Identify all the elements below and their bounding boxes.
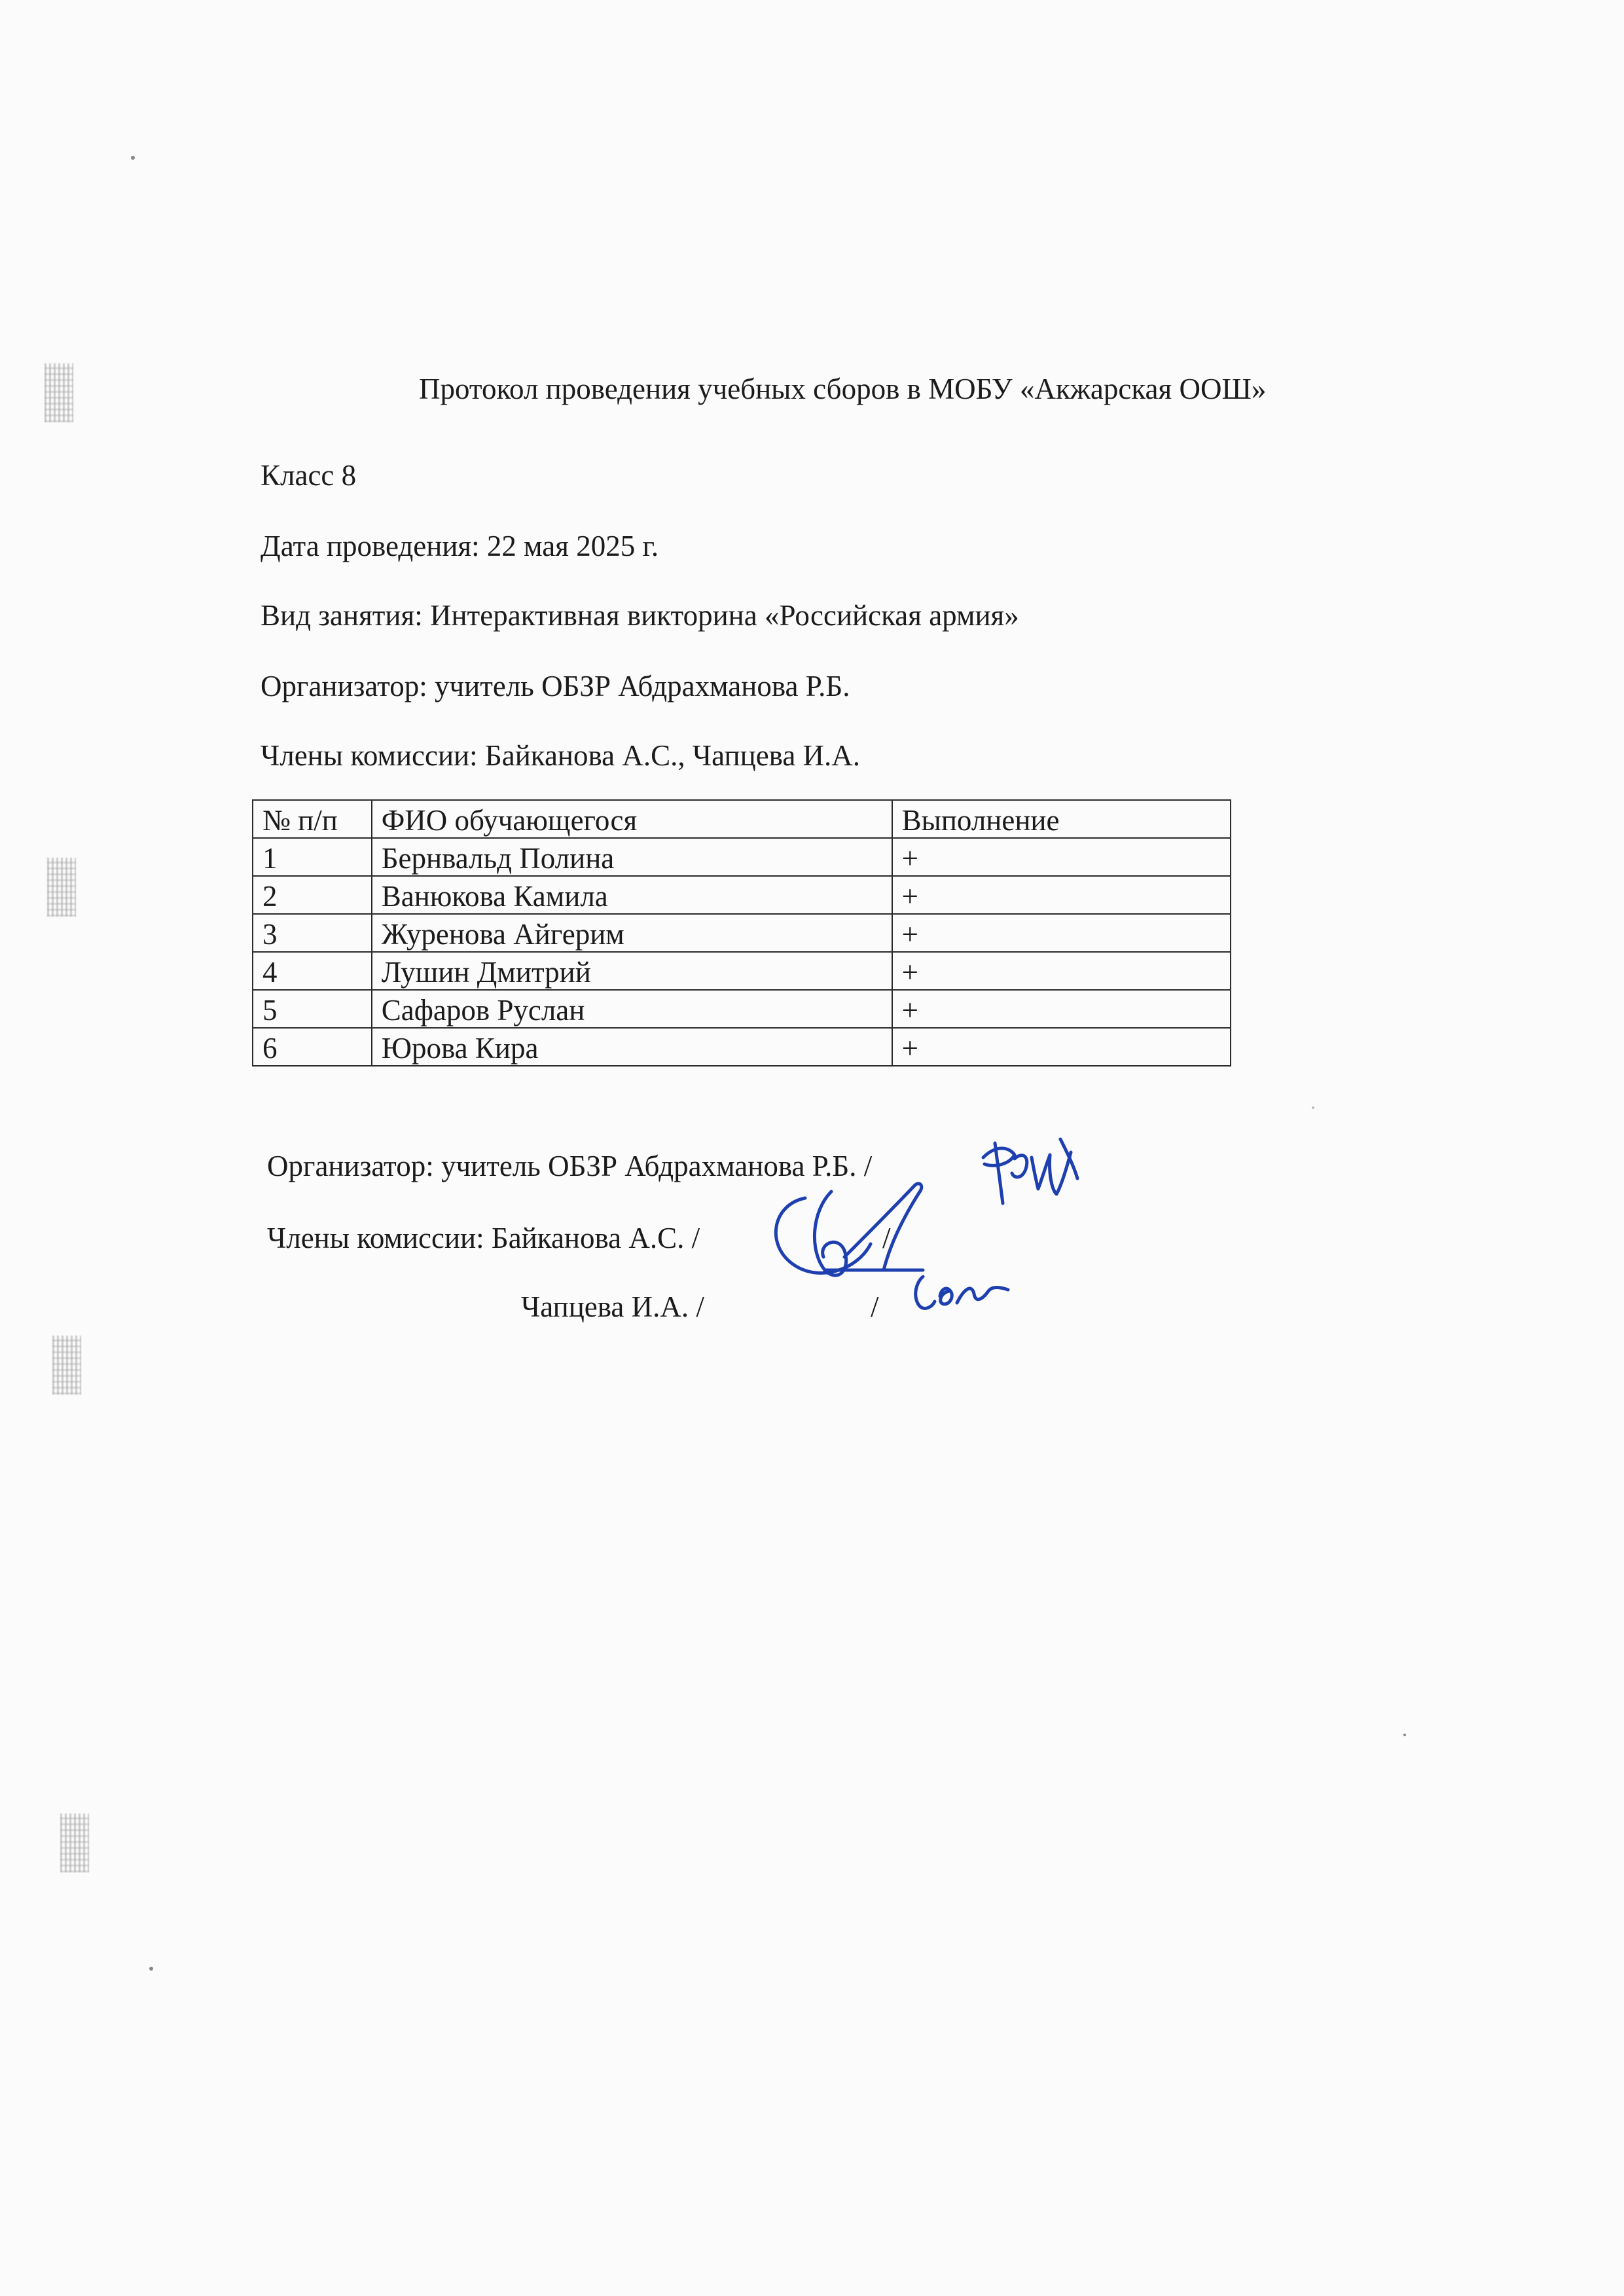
completion-mark: +: [892, 838, 1231, 876]
completion-mark: +: [892, 914, 1231, 952]
student-name: Лушин Дмитрий: [372, 952, 892, 990]
signature-slash: /: [882, 1222, 891, 1254]
table-header-row: [253, 800, 1231, 838]
scan-artifact: [52, 1336, 81, 1394]
scan-speck: [149, 1967, 153, 1971]
student-name: Бернвальд Полина: [372, 838, 892, 876]
commission-signature-line-1: Члены комиссии: Байканова А.С. /: [267, 1222, 700, 1254]
row-number: 1: [253, 838, 372, 876]
table-row: [253, 1028, 1231, 1066]
scan-speck: [1312, 1106, 1314, 1109]
date-field: Дата проведения: 22 мая 2025 г.: [261, 530, 659, 562]
scan-artifact: [47, 858, 76, 917]
scan-speck: [131, 156, 135, 160]
document-title: Протокол проведения учебных сборов в МОБУ «Акжарская ООШ»: [419, 373, 1267, 405]
completion-mark: +: [892, 1028, 1231, 1066]
organizer-signature-line: Организатор: учитель ОБЗР Абдрахманова Р.Б. /: [267, 1150, 873, 1182]
completion-mark: +: [892, 990, 1231, 1028]
students-table: [252, 799, 1231, 1066]
activity-field: Вид занятия: Интерактивная викторина «Российская армия»: [261, 599, 1019, 632]
student-name: Сафаров Руслан: [372, 990, 892, 1028]
row-number: 4: [253, 952, 372, 990]
commission-signature-line-2: Чапцева И.А. /: [521, 1290, 704, 1323]
signature-slash: /: [871, 1290, 879, 1323]
scan-speck: [1403, 1734, 1406, 1736]
commission-member-signature-icon: [903, 1257, 1015, 1322]
class-field: Класс 8: [261, 459, 357, 492]
organizer-signature-icon: [969, 1126, 1087, 1218]
scan-artifact: [45, 363, 73, 422]
organizer-field: Организатор: учитель ОБЗР Абдрахманова Р.Б.: [261, 670, 850, 702]
completion-mark: +: [892, 952, 1231, 990]
table-row: [253, 952, 1231, 990]
table-row: [253, 876, 1231, 914]
commission-field: Члены комиссии: Байканова А.С., Чапцева И.А.: [261, 739, 861, 772]
student-name: Журенова Айгерим: [372, 914, 892, 952]
row-number: 5: [253, 990, 372, 1028]
row-number: 2: [253, 876, 372, 914]
header-completion: Выполнение: [892, 800, 1231, 838]
table-row: [253, 838, 1231, 876]
header-student-name: ФИО обучающегося: [372, 800, 892, 838]
table-row: [253, 914, 1231, 952]
row-number: 6: [253, 1028, 372, 1066]
table-row: [253, 990, 1231, 1028]
completion-mark: +: [892, 876, 1231, 914]
student-name: Ванюкова Камила: [372, 876, 892, 914]
scan-artifact: [60, 1813, 89, 1872]
row-number: 3: [253, 914, 372, 952]
student-name: Юрова Кира: [372, 1028, 892, 1066]
header-number: № п/п: [253, 800, 372, 838]
